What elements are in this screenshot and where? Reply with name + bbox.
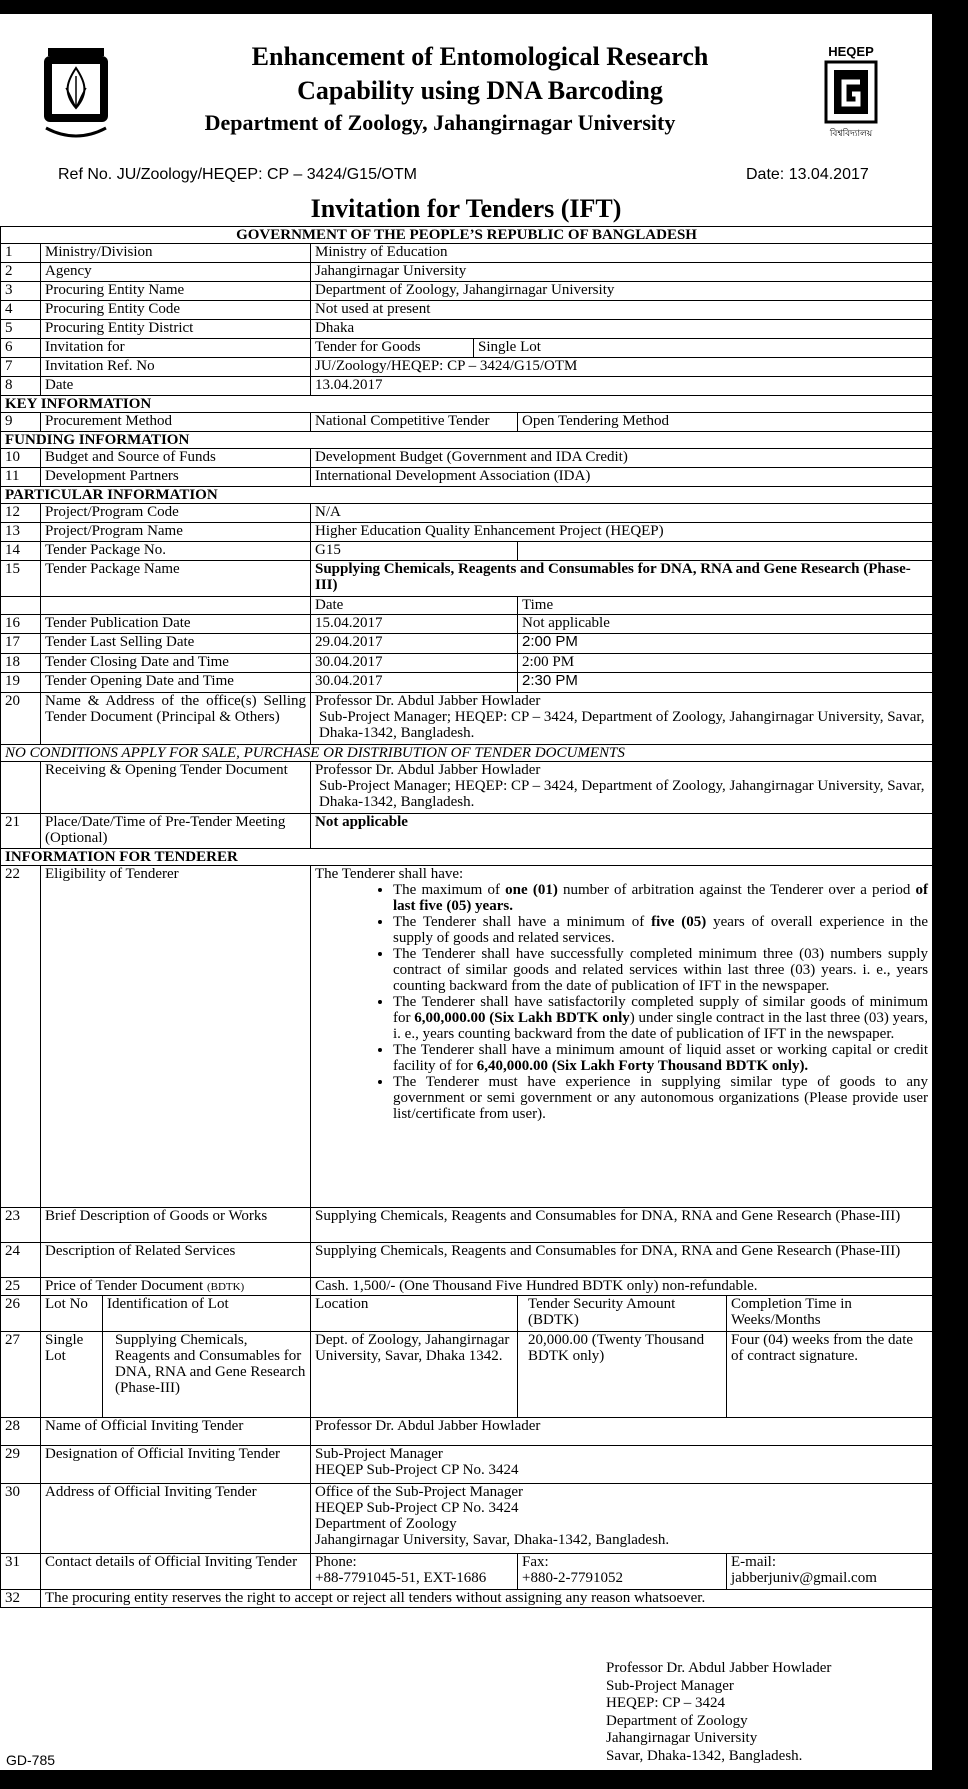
no-conditions-note: NO CONDITIONS APPLY FOR SALE, PURCHASE OR DISTRIBUTION OF TENDER DOCUMENTS	[1, 745, 933, 762]
security-value: 20,000.00 (Twenty Thousand BDTK only)	[518, 1332, 727, 1418]
row-number: 2	[1, 263, 41, 282]
row-date: 30.04.2017	[311, 654, 518, 673]
row-number: 1	[1, 244, 41, 263]
row-label: Address of Official Inviting Tender	[41, 1484, 311, 1554]
table-row	[1, 654, 933, 673]
lot-header-row	[1, 1296, 933, 1332]
section-heading: FUNDING INFORMATION	[1, 432, 933, 449]
row-time: Not applicable	[518, 615, 933, 634]
row-value	[311, 1446, 933, 1484]
eligibility-intro: The Tenderer shall have:	[315, 866, 464, 882]
table-row	[1, 762, 933, 814]
row-label: Brief Description of Goods or Works	[41, 1208, 311, 1243]
svg-text:বিশ্ববিদ্যালয়: বিশ্ববিদ্যালয়	[829, 129, 873, 139]
row-number: 32	[1, 1590, 41, 1608]
row-label: Tender Package No.	[41, 542, 311, 561]
table-row	[1, 263, 933, 282]
row-time: 2:30 PM	[518, 673, 933, 693]
row-label: Price of Tender Document (BDTK)	[41, 1278, 311, 1296]
row-label: Tender Package Name	[41, 561, 311, 597]
row-number: 20	[1, 693, 41, 745]
row-number: 3	[1, 282, 41, 301]
table-row	[1, 634, 933, 654]
row-number: 10	[1, 449, 41, 468]
section-row	[1, 432, 933, 449]
row-value: Ministry of Education	[311, 244, 933, 263]
row-number: 8	[1, 377, 41, 396]
identification-value: Supplying Chemicals, Reagents and Consumables for DNA, RNA and Gene Research (Phase-III)	[103, 1332, 311, 1418]
list-item: • The Tenderer shall have satisfactorily completed supply of similar goods of minimum for 6,00,000.00 (Six Lakh BDTK only) under single contract in the last three (03) years, i. e., years counting backward from the date of publication of IFT in the newspaper.	[393, 994, 928, 1042]
time-column-header: Time	[518, 597, 933, 615]
location-value: Dept. of Zoology, Jahangirnagar University, Savar, Dhaka 1342.	[311, 1332, 518, 1418]
tender-notice-page	[0, 14, 932, 1770]
row-value: International Development Association (IDA)	[311, 468, 933, 487]
phone-value: +88-7791045-51, EXT-1686	[315, 1570, 487, 1586]
row-value: Supplying Chemicals, Reagents and Consumables for DNA, RNA and Gene Research (Phase-III)	[311, 1208, 933, 1243]
row-label: Budget and Source of Funds	[41, 449, 311, 468]
section-heading: INFORMATION FOR TENDERER	[1, 849, 933, 866]
empty-cell	[41, 597, 311, 615]
row-value-secondary: Single Lot	[474, 339, 933, 358]
row-number: 23	[1, 1208, 41, 1243]
table-row	[1, 449, 933, 468]
row-date: 29.04.2017	[311, 634, 518, 654]
address-line: Jahangirnagar University, Savar, Dhaka-1342, Bangladesh.	[315, 1532, 670, 1548]
tender-table	[0, 226, 932, 1608]
security-header: Tender Security Amount (BDTK)	[518, 1296, 727, 1332]
row-number: 24	[1, 1243, 41, 1278]
table-row	[1, 468, 933, 487]
row-label: Name & Address of the office(s) Selling Tender Document (Principal & Others)	[41, 693, 311, 745]
row-label: Invitation Ref. No	[41, 358, 311, 377]
address-line: Department of Zoology	[315, 1516, 457, 1532]
table-row	[1, 1484, 933, 1554]
table-row	[1, 1590, 933, 1608]
government-heading: GOVERNMENT OF THE PEOPLE’S REPUBLIC OF BANGLADESH	[1, 227, 933, 244]
row-label: Project/Program Code	[41, 504, 311, 523]
row-value: Department of Zoology, Jahangirnagar University	[311, 282, 933, 301]
row-label: Designation of Official Inviting Tender	[41, 1446, 311, 1484]
section-row	[1, 487, 933, 504]
row-number: 26	[1, 1296, 41, 1332]
completion-value: Four (04) weeks from the date of contract signature.	[727, 1332, 933, 1418]
row-label: Date	[41, 377, 311, 396]
signature-block	[606, 1660, 831, 1765]
row-label: Procuring Entity Name	[41, 282, 311, 301]
row-number: 29	[1, 1446, 41, 1484]
office-address: Sub-Project Manager; HEQEP: CP – 3424, Department of Zoology, Jahangirnagar University, Savar, Dhaka-1342, Bangladesh.	[319, 709, 925, 741]
table-row	[1, 561, 933, 597]
section-row	[1, 396, 933, 413]
address-line: HEQEP Sub-Project CP No. 3424	[315, 1500, 519, 1516]
row-value	[311, 762, 933, 814]
row-label: Agency	[41, 263, 311, 282]
svg-text:HEQEP: HEQEP	[828, 44, 874, 59]
table-row	[1, 244, 933, 263]
row-value	[311, 693, 933, 745]
row-label: Tender Closing Date and Time	[41, 654, 311, 673]
signature-line: HEQEP: CP – 3424	[606, 1695, 726, 1711]
row-value: National Competitive Tender	[311, 413, 518, 432]
row-number: 5	[1, 320, 41, 339]
row-label: Procuring Entity District	[41, 320, 311, 339]
section-row	[1, 849, 933, 866]
signature-line: Professor Dr. Abdul Jabber Howlader	[606, 1660, 832, 1676]
row-label: Contact details of Official Inviting Tender	[41, 1554, 311, 1590]
row-number: 14	[1, 542, 41, 561]
designation-line: Sub-Project Manager	[315, 1446, 443, 1462]
row-value: G15	[311, 542, 518, 561]
table-row	[1, 339, 933, 358]
table-row	[1, 504, 933, 523]
table-row	[1, 377, 933, 396]
section-heading: PARTICULAR INFORMATION	[1, 487, 933, 504]
row-value: Higher Education Quality Enhancement Project (HEQEP)	[311, 523, 933, 542]
row-number: 6	[1, 339, 41, 358]
row-label: Tender Publication Date	[41, 615, 311, 634]
row-value: Tender for Goods	[311, 339, 474, 358]
email-value: jabberjuniv@gmail.com	[731, 1570, 877, 1586]
row-number: 12	[1, 504, 41, 523]
list-item: • The Tenderer shall have a minimum amount of liquid asset or working capital or credit facility of for 6,40,000.00 (Six Lakh Forty Thousand BDTK only).	[393, 1042, 928, 1074]
row-number: 15	[1, 561, 41, 597]
signature-line: Savar, Dhaka-1342, Bangladesh.	[606, 1747, 803, 1764]
row-number: 11	[1, 468, 41, 487]
location-header: Location	[311, 1296, 518, 1332]
empty-cell	[1, 597, 41, 615]
notice-date: Date: 13.04.2017	[746, 166, 869, 183]
row-value-secondary: Open Tendering Method	[518, 413, 933, 432]
row-value: JU/Zoology/HEQEP: CP – 3424/G15/OTM	[311, 358, 933, 377]
row-number: 28	[1, 1418, 41, 1446]
signature-line: Sub-Project Manager	[606, 1677, 734, 1694]
email-cell: E-mail: jabberjuniv@gmail.com	[727, 1554, 933, 1590]
table-row	[1, 693, 933, 745]
row-number: 25	[1, 1278, 41, 1296]
designation-line: HEQEP Sub-Project CP No. 3424	[315, 1462, 519, 1478]
row-number: 18	[1, 654, 41, 673]
row-label: Place/Date/Time of Pre-Tender Meeting (Optional)	[41, 814, 311, 849]
table-row	[1, 1554, 933, 1590]
table-row	[1, 1208, 933, 1243]
table-row	[1, 301, 933, 320]
row-number: 17	[1, 634, 41, 654]
row-label: Tender Last Selling Date	[41, 634, 311, 654]
table-row	[1, 1446, 933, 1484]
row-label: Procuring Entity Code	[41, 301, 311, 320]
row-number: 31	[1, 1554, 41, 1590]
identification-header: Identification of Lot	[103, 1296, 311, 1332]
section-row	[1, 745, 933, 762]
receiving-name: Professor Dr. Abdul Jabber Howlader	[315, 762, 541, 778]
row-time: 2:00 PM	[518, 654, 933, 673]
row-date: 30.04.2017	[311, 673, 518, 693]
row-label: Development Partners	[41, 468, 311, 487]
row-label: Name of Official Inviting Tender	[41, 1418, 311, 1446]
row-value: Jahangirnagar University	[311, 263, 933, 282]
row-number: 4	[1, 301, 41, 320]
table-row	[1, 358, 933, 377]
lot-value: Single Lot	[41, 1332, 103, 1418]
row-number: 30	[1, 1484, 41, 1554]
university-logo-icon	[40, 44, 112, 142]
table-row	[1, 814, 933, 849]
row-value: N/A	[311, 504, 933, 523]
row-number: 16	[1, 615, 41, 634]
phone-cell: Phone: +88-7791045-51, EXT-1686	[311, 1554, 518, 1590]
table-row	[1, 282, 933, 301]
package-name: Supplying Chemicals, Reagents and Consumables for DNA, RNA and Gene Research (Phase-III)	[311, 561, 933, 597]
receiving-address: Sub-Project Manager; HEQEP: CP – 3424, Department of Zoology, Jahangirnagar University, Savar, Dhaka-1342, Bangladesh.	[319, 778, 925, 810]
row-label: Ministry/Division	[41, 244, 311, 263]
eligibility-list	[311, 866, 933, 1208]
completion-header: Completion Time in Weeks/Months	[727, 1296, 933, 1332]
row-number: 7	[1, 358, 41, 377]
row-number: 21	[1, 814, 41, 849]
row-value	[311, 1484, 933, 1554]
table-row	[1, 597, 933, 615]
row-label: Description of Related Services	[41, 1243, 311, 1278]
government-row	[1, 227, 933, 244]
table-row	[1, 320, 933, 339]
row-time: 2:00 PM	[518, 634, 933, 654]
table-row	[1, 673, 933, 693]
row-label: Procurement Method	[41, 413, 311, 432]
table-row	[1, 1278, 933, 1296]
table-row	[1, 615, 933, 634]
list-item: • The Tenderer must have experience in supplying similar type of goods to any government or semi government or any autonomous organizations (Please provide user list/certificate from user).	[393, 1074, 928, 1122]
row-value: Supplying Chemicals, Reagents and Consumables for DNA, RNA and Gene Research (Phase-III)	[311, 1243, 933, 1278]
row-value: Professor Dr. Abdul Jabber Howlader	[311, 1418, 933, 1446]
row-label: Project/Program Name	[41, 523, 311, 542]
heqep-logo-icon	[812, 44, 890, 142]
list-item: • The maximum of one (01) number of arbitration against the Tenderer over a period of last five (05) years.	[393, 882, 928, 914]
address-line: Office of the Sub-Project Manager	[315, 1484, 523, 1500]
reference-number: Ref No. JU/Zoology/HEQEP: CP – 3424/G15/OTM	[58, 166, 417, 183]
row-number: 22	[1, 866, 41, 1208]
empty-cell	[518, 542, 933, 561]
table-row	[1, 413, 933, 432]
row-value: 13.04.2017	[311, 377, 933, 396]
row-number: 9	[1, 413, 41, 432]
row-date: 15.04.2017	[311, 615, 518, 634]
date-column-header: Date	[311, 597, 518, 615]
list-item: • The Tenderer shall have a minimum of five (05) years of overall experience in the supply of goods and related services.	[393, 914, 928, 946]
section-heading: KEY INFORMATION	[1, 396, 933, 413]
table-row	[1, 523, 933, 542]
row-value: Development Budget (Government and IDA Credit)	[311, 449, 933, 468]
list-item: • The Tenderer shall have successfully completed minimum three (03) numbers supply contract of similar goods and related services within last three (03) years. i. e., years counting backward from the date of publication of IFT in the newspaper.	[393, 946, 928, 994]
row-value: Not used at present	[311, 301, 933, 320]
table-row	[1, 1243, 933, 1278]
row-value: Cash. 1,500/- (One Thousand Five Hundred BDTK only) non-refundable.	[311, 1278, 933, 1296]
project-title-line1: Enhancement of Entomological Research	[251, 42, 709, 71]
row-label: Tender Opening Date and Time	[41, 673, 311, 693]
page-title: Invitation for Tenders (IFT)	[310, 194, 622, 223]
row-value: Dhaka	[311, 320, 933, 339]
table-row	[1, 1418, 933, 1446]
department-title: Department of Zoology, Jahangirnagar University	[204, 110, 676, 135]
row-value: Not applicable	[311, 814, 933, 849]
empty-cell	[1, 762, 41, 814]
signature-line: Jahangirnagar University	[606, 1730, 758, 1746]
project-title-line2: Capability using DNA Barcoding	[297, 76, 663, 105]
lot-header: Lot No	[41, 1296, 103, 1332]
office-name: Professor Dr. Abdul Jabber Howlader	[315, 693, 541, 709]
signature-line: Department of Zoology	[606, 1712, 748, 1729]
footer-code: GD-785	[6, 1752, 56, 1768]
row-label: Eligibility of Tenderer	[41, 866, 311, 1208]
disclaimer: The procuring entity reserves the right to accept or reject all tenders without assigning any reason whatsoever.	[41, 1590, 933, 1608]
lot-row	[1, 1332, 933, 1418]
row-label: Invitation for	[41, 339, 311, 358]
table-row	[1, 866, 933, 1208]
fax-value: +880-2-7791052	[522, 1570, 623, 1586]
table-row	[1, 542, 933, 561]
fax-cell: Fax: +880-2-7791052	[518, 1554, 727, 1590]
row-number: 27	[1, 1332, 41, 1418]
row-number: 13	[1, 523, 41, 542]
row-label: Receiving & Opening Tender Document	[41, 762, 311, 814]
row-number: 19	[1, 673, 41, 693]
